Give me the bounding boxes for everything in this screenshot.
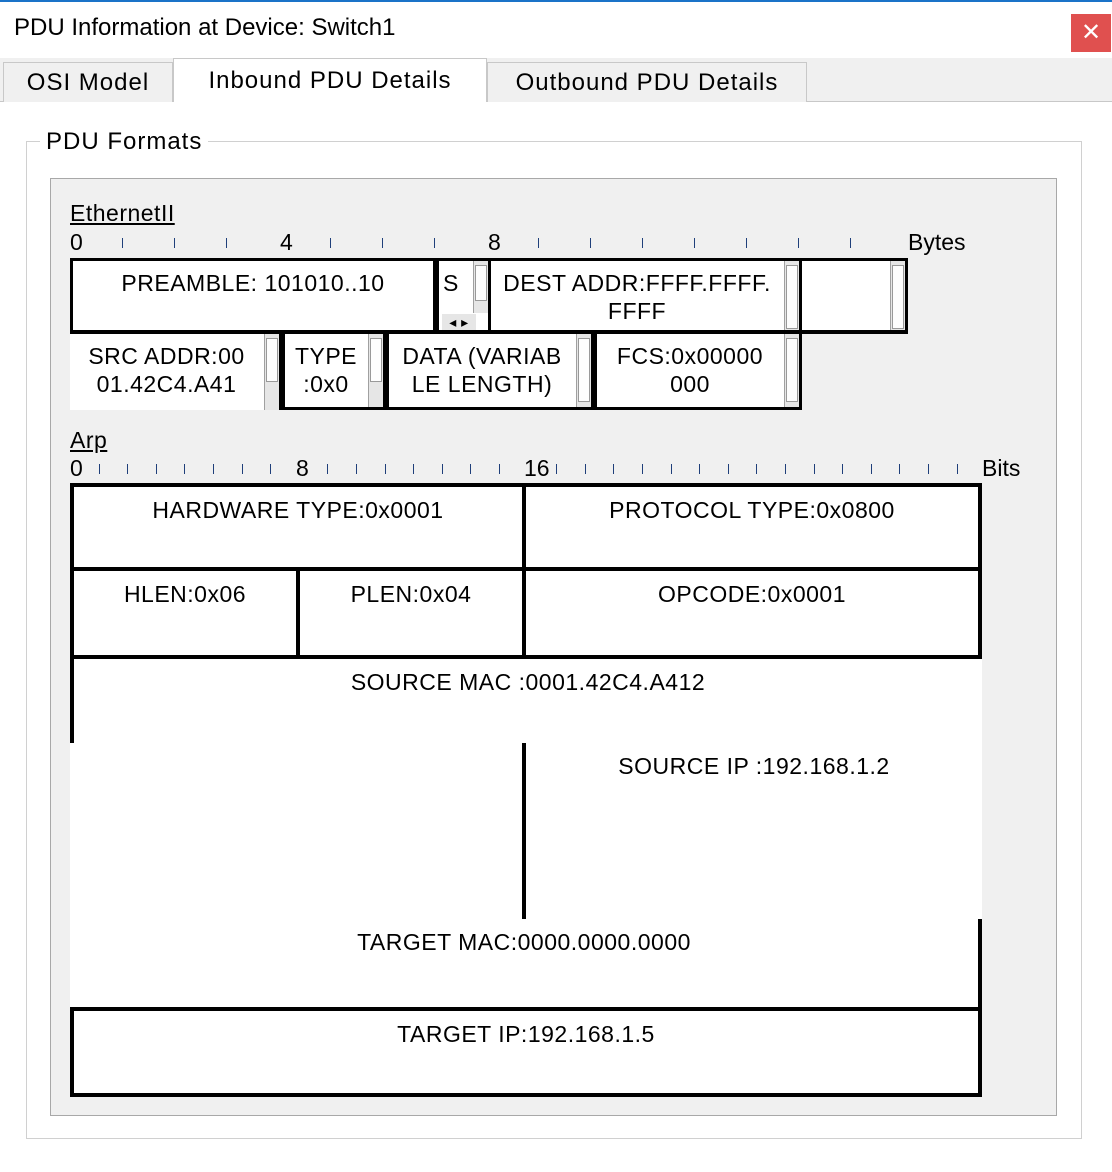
scroll-thumb[interactable]	[370, 338, 382, 382]
ruler-tick	[442, 464, 443, 474]
ruler-tick	[957, 464, 958, 474]
fcs-line1: FCS:0x00000	[616, 343, 764, 369]
arp-title: Arp	[70, 427, 108, 453]
fcs-scrollbar[interactable]	[784, 334, 799, 407]
source-ip-text: SOURCE IP :192.168.1.2	[618, 753, 890, 779]
data-line2: LE LENGTH)	[411, 371, 553, 397]
arp-ruler-mid: 8	[296, 455, 309, 481]
ethernet-ruler-mid: 4	[280, 229, 293, 255]
tab-osi-model[interactable]: OSI Model	[3, 62, 173, 102]
horizontal-scroll-arrows-icon[interactable]: ◂ ▸	[442, 314, 476, 330]
ruler-tick	[613, 464, 614, 474]
ruler-tick	[184, 464, 185, 474]
hardware-type-text: HARDWARE TYPE:0x0001	[152, 497, 444, 523]
sfd-scrollbar[interactable]	[473, 261, 488, 313]
ethernet-ruler-start: 0	[70, 229, 83, 255]
ruler-tick	[327, 464, 328, 474]
type-field	[282, 334, 386, 410]
src-addr-field	[70, 334, 282, 410]
dest-addr-line2: FFFF	[607, 298, 667, 324]
close-icon: ✕	[1080, 19, 1102, 46]
opcode-field	[522, 567, 982, 659]
fcs-field	[594, 334, 802, 410]
ruler-tick	[642, 464, 643, 474]
window-accent-border	[0, 0, 1112, 2]
ruler-tick	[434, 238, 435, 248]
fcs-line2: 000	[670, 371, 710, 397]
ruler-tick	[242, 464, 243, 474]
protocol-type-field	[522, 483, 982, 571]
target-ip-text: TARGET IP:192.168.1.5	[397, 1021, 655, 1047]
target-mac-start-field	[522, 831, 982, 923]
type-line1: TYPE	[294, 343, 358, 369]
ruler-tick	[585, 464, 586, 474]
empty-field	[802, 258, 908, 334]
empty-field-scrollbar[interactable]	[890, 261, 905, 330]
ruler-tick	[385, 464, 386, 474]
ruler-tick	[356, 464, 357, 474]
ruler-tick	[590, 238, 591, 248]
ruler-tick	[671, 464, 672, 474]
scroll-thumb[interactable]	[786, 265, 798, 329]
ruler-tick	[699, 464, 700, 474]
ruler-tick	[798, 238, 799, 248]
source-mac-text: SOURCE MAC :0001.42C4.A412	[350, 669, 706, 695]
preamble-text: PREAMBLE: 101010..10	[121, 270, 385, 296]
ruler-tick	[382, 238, 383, 248]
dest-addr-field	[488, 258, 802, 334]
opcode-text: OPCODE:0x0001	[657, 581, 847, 607]
tab-inbound-pdu-details[interactable]: Inbound PDU Details	[173, 58, 487, 102]
hlen-field	[70, 567, 300, 659]
group-label: PDU Formats	[40, 128, 208, 156]
ruler-tick	[850, 238, 851, 248]
source-ip-field	[522, 743, 982, 835]
data-line1: DATA (VARIAB	[402, 343, 562, 369]
ruler-tick	[746, 238, 747, 248]
src-addr-line1: SRC ADDR:00	[88, 343, 245, 369]
ruler-tick	[728, 464, 729, 474]
ruler-tick	[270, 464, 271, 474]
scroll-thumb[interactable]	[266, 338, 278, 382]
ruler-tick	[226, 238, 227, 248]
window-title: PDU Information at Device: Switch1	[14, 14, 396, 41]
hlen-text: HLEN:0x06	[123, 581, 247, 607]
ruler-tick	[928, 464, 929, 474]
ruler-tick	[413, 464, 414, 474]
ruler-tick	[694, 238, 695, 248]
plen-text: PLEN:0x04	[350, 581, 472, 607]
type-scrollbar[interactable]	[368, 334, 383, 407]
close-button[interactable]	[1071, 14, 1111, 52]
scroll-thumb[interactable]	[892, 265, 904, 329]
scroll-thumb[interactable]	[786, 338, 798, 402]
target-mac-text: TARGET MAC:0000.0000.0000	[357, 929, 691, 955]
ruler-tick	[785, 464, 786, 474]
sfd-text: S	[443, 270, 459, 296]
data-scrollbar[interactable]	[576, 334, 591, 407]
source-mac-continued-field	[70, 743, 526, 835]
tab-outbound-pdu-details[interactable]: Outbound PDU Details	[487, 62, 807, 102]
src-addr-line2: 01.42C4.A41	[96, 371, 237, 397]
ruler-tick	[156, 464, 157, 474]
dest-addr-line1: DEST ADDR:FFFF.FFFF.	[503, 270, 771, 296]
hardware-type-field	[70, 483, 526, 571]
arp-ruler-unit: Bits	[982, 455, 1021, 481]
ruler-tick	[330, 238, 331, 248]
ruler-tick	[814, 464, 815, 474]
target-ip-field	[70, 1007, 982, 1097]
protocol-type-text: PROTOCOL TYPE:0x0800	[609, 497, 895, 523]
type-line2: :0x0	[303, 371, 349, 397]
ruler-tick	[642, 238, 643, 248]
data-field	[386, 334, 594, 410]
ruler-tick	[213, 464, 214, 474]
ruler-tick	[127, 464, 128, 474]
ruler-tick	[756, 464, 757, 474]
src-addr-scrollbar[interactable]	[264, 334, 279, 410]
ethernet-title: EthernetII	[70, 200, 175, 226]
ruler-tick	[174, 238, 175, 248]
dest-addr-scrollbar[interactable]	[784, 261, 799, 330]
ethernet-ruler-unit: Bytes	[908, 229, 966, 255]
ruler-tick	[538, 238, 539, 248]
preamble-field	[70, 258, 436, 334]
source-ip-continued-field	[70, 831, 526, 923]
ruler-tick	[556, 464, 557, 474]
scroll-thumb[interactable]	[578, 338, 590, 402]
plen-field	[296, 567, 526, 659]
ruler-tick	[499, 464, 500, 474]
target-mac-field	[70, 919, 982, 1011]
ruler-tick	[122, 238, 123, 248]
ruler-tick	[871, 464, 872, 474]
scroll-thumb[interactable]	[475, 265, 487, 301]
arp-ruler-start: 0	[70, 455, 83, 481]
sfd-field	[436, 258, 488, 334]
ruler-tick	[470, 464, 471, 474]
ruler-tick	[842, 464, 843, 474]
arp-ruler-end: 16	[524, 455, 550, 481]
ruler-tick	[899, 464, 900, 474]
ethernet-ruler-end: 8	[488, 229, 501, 255]
ruler-tick	[99, 464, 100, 474]
source-mac-field	[70, 655, 982, 747]
